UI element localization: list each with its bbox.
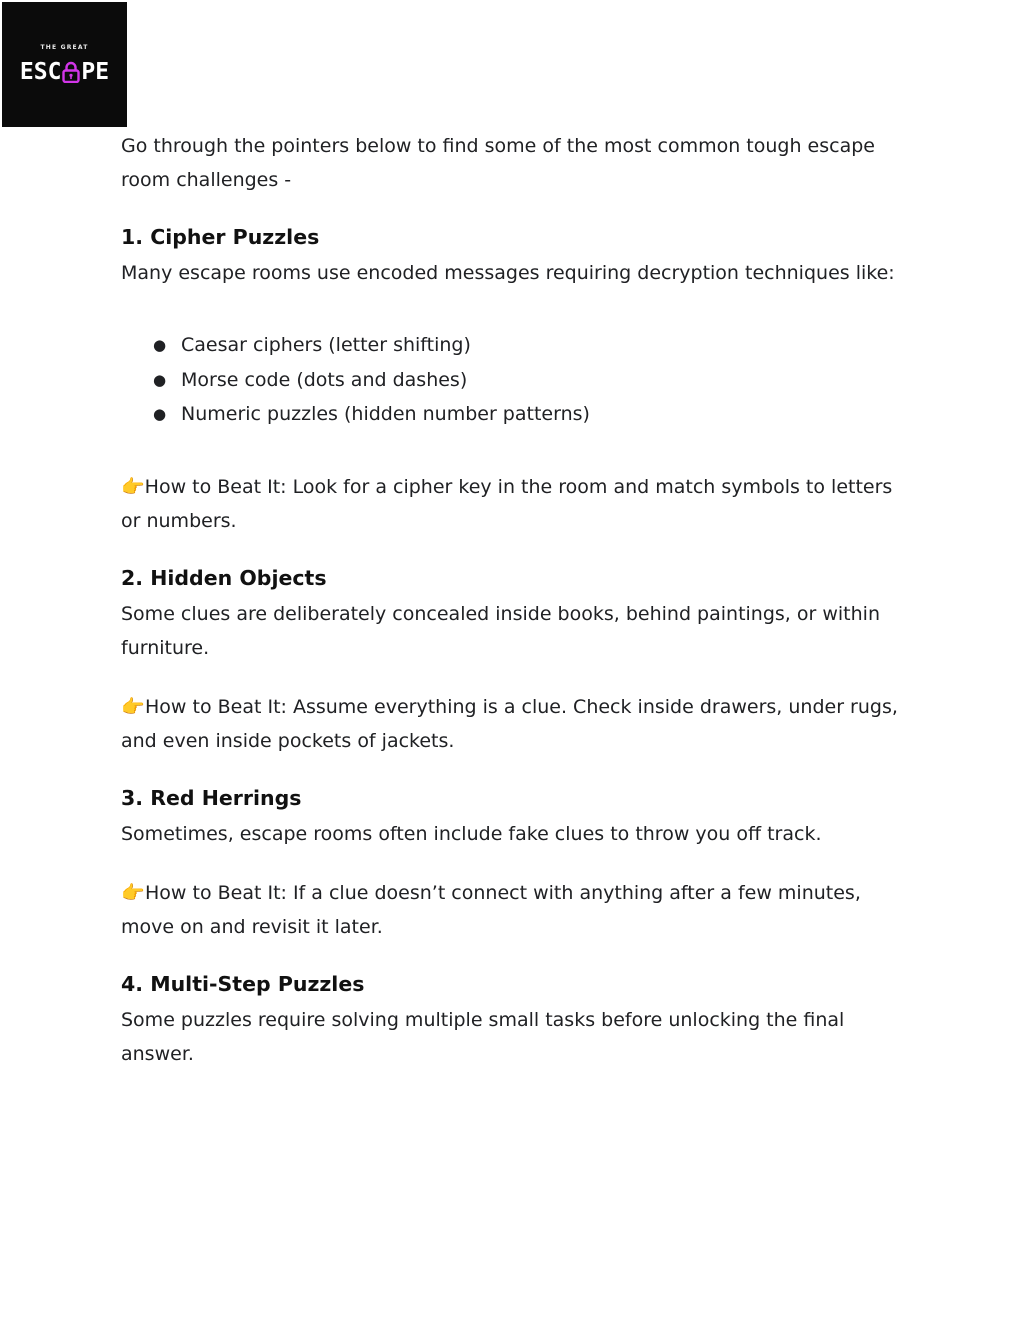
section-body: Some clues are deliberately concealed inside books, behind paintings, or within furniture.	[121, 602, 880, 659]
tip-text: How to Beat It: Assume everything is a clue. Check inside drawers, under rugs, and even inside pockets of jackets.	[121, 695, 898, 752]
list-item	[121, 397, 911, 432]
pointing-hand-icon: 👉	[121, 475, 145, 498]
list-item	[121, 328, 911, 363]
intro-paragraph: Go through the pointers below to find some of the most common tough escape room challenges -	[121, 135, 875, 191]
the-great-escape-logo	[2, 2, 127, 127]
bullet-icon: ●	[153, 336, 167, 354]
bullet-icon: ●	[153, 370, 167, 389]
tip-paragraph	[121, 876, 911, 944]
bullet-list	[121, 328, 911, 432]
section-multi-step-puzzles	[121, 969, 911, 1071]
padlock-icon	[62, 61, 80, 83]
pointing-hand-icon: 👉	[121, 695, 145, 718]
logo-top-text: THE GREAT	[40, 44, 89, 51]
section-heading: 2. Hidden Objects	[121, 565, 327, 590]
logo-word-right: PE	[81, 59, 110, 85]
section-heading: 4. Multi-Step Puzzles	[121, 971, 365, 996]
logo-word-left: ESC	[19, 59, 62, 85]
tip-paragraph	[121, 470, 911, 538]
bullet-icon: ●	[153, 405, 167, 423]
list-item-text: Numeric puzzles (hidden number patterns)	[181, 403, 590, 425]
tip-text: How to Beat It: If a clue doesn’t connect with anything after a few minutes, move on and revisit it later.	[121, 881, 861, 938]
section-red-herrings	[121, 783, 911, 944]
list-item-text: Morse code (dots and dashes)	[181, 368, 468, 391]
document-content	[121, 129, 911, 1071]
section-body: Many escape rooms use encoded messages requiring decryption techniques like:	[121, 262, 895, 284]
list-item	[121, 363, 911, 398]
section-heading: 3. Red Herrings	[121, 785, 302, 810]
logo-wordmark	[2, 55, 127, 89]
section-hidden-objects	[121, 563, 911, 758]
section-heading: 1. Cipher Puzzles	[121, 225, 320, 249]
list-item-text: Caesar ciphers (letter shifting)	[181, 334, 471, 356]
section-body: Sometimes, escape rooms often include fake clues to throw you off track.	[121, 822, 822, 845]
section-body: Some puzzles require solving multiple small tasks before unlocking the final answer.	[121, 1008, 845, 1065]
tip-paragraph	[121, 690, 911, 758]
section-cipher-puzzles	[121, 222, 911, 538]
pointing-hand-icon: 👉	[121, 881, 145, 904]
tip-text: How to Beat It: Look for a cipher key in the room and match symbols to letters or numbers.	[121, 475, 893, 532]
